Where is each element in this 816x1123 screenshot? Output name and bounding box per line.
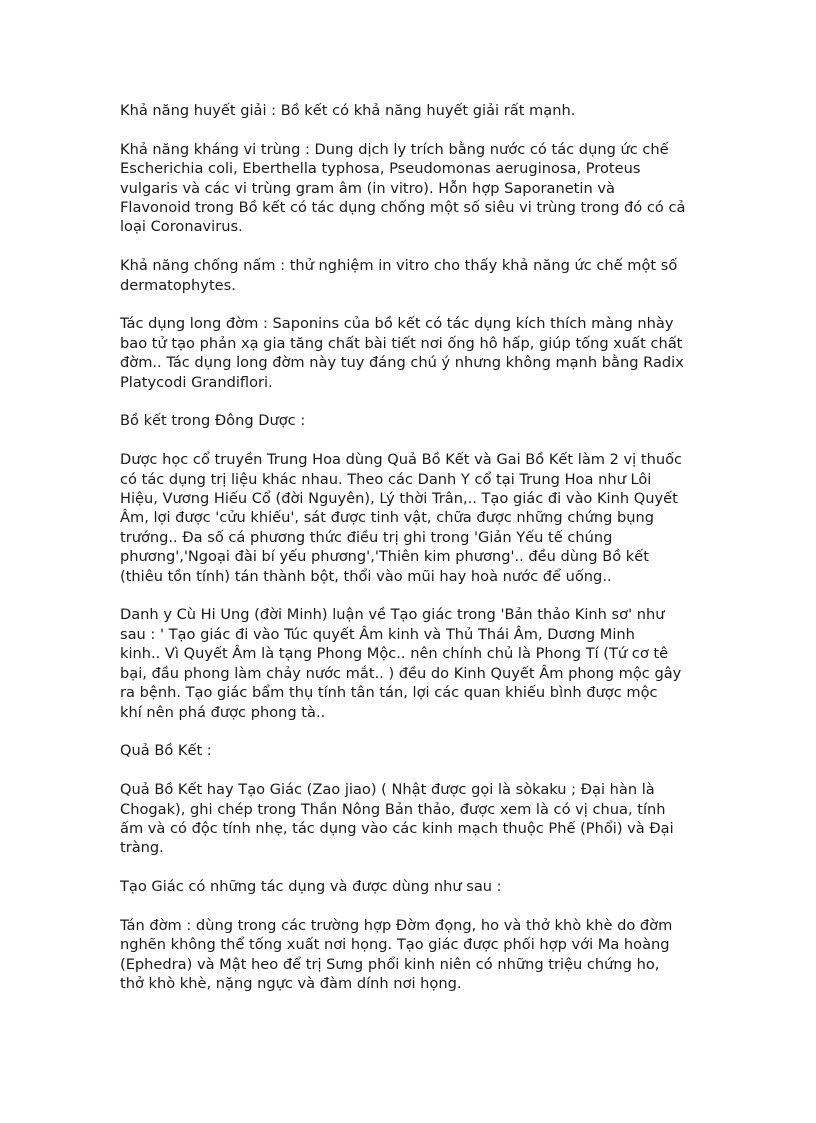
text-line: Tán đờm : dùng trong các trường hợp Đờm đọng, ho và thở khò khè do đờm xyxy=(120,916,673,934)
text-line: Escherichia coli, Eberthella typhosa, Pseudomonas aeruginosa, Proteus xyxy=(120,160,641,178)
text-line: thở khò khè, nặng ngực và đàm dính nơi họng. xyxy=(120,975,462,993)
text-line: bại, đầu phong làm chảy nước mắt.. ) đều do Kinh Quyết Âm phong mộc gây xyxy=(120,664,682,682)
paragraph xyxy=(120,256,710,295)
text-line: Quả Bồ Kết hay Tạo Giác (Zao jiao) ( Nhật được gọi là sòkaku ; Đại hàn là xyxy=(120,781,655,799)
text-line: khí nên phá được phong tà.. xyxy=(120,703,326,721)
text-line: Quả Bồ Kết : xyxy=(120,742,212,760)
text-line: Bồ kết trong Đông Dược : xyxy=(120,412,306,430)
text-line: (thiêu tồn tính) tán thành bột, thổi vào mũi hay hoà nước để uống.. xyxy=(120,567,612,585)
text-line: vulgaris và các vi trùng gram âm (in vitro). Hỗn hợp Saporanetin và xyxy=(120,179,615,197)
text-line: Tác dụng long đờm : Saponins của bồ kết có tác dụng kích thích màng nhày xyxy=(120,315,674,333)
text-line: bao tử tạo phản xạ gia tăng chất bài tiết nơi ống hô hấp, giúp tống xuất chất xyxy=(120,334,683,352)
text-line: Dược học cổ truyền Trung Hoa dùng Quả Bồ Kết và Gai Bồ Kết làm 2 vị thuốc xyxy=(120,451,683,469)
paragraph xyxy=(120,916,710,994)
paragraph xyxy=(120,741,710,760)
text-line: đờm.. Tác dụng long đờm này tuy đáng chú ý nhưng không mạnh bằng Radix xyxy=(120,354,684,372)
paragraph xyxy=(120,314,710,392)
text-line: có tác dụng trị liệu khác nhau. Theo các Danh Y cổ tại Trung Hoa như Lôi xyxy=(120,470,652,488)
paragraph xyxy=(120,605,710,721)
text-line: sau : ' Tạo giác đi vào Túc quyết Âm kinh và Thủ Thái Âm, Dương Minh xyxy=(120,625,635,643)
paragraph xyxy=(120,101,710,120)
text-line: dermatophytes. xyxy=(120,276,236,294)
text-line: trướng.. Đa số cá phương thức điều trị ghi trong 'Giản Yếu tế chúng xyxy=(120,528,613,546)
text-line: Khả năng chống nấm : thử nghiệm in vitro cho thấy khả năng ức chế một số xyxy=(120,257,678,275)
text-line: Flavonoid trong Bồ kết có tác dụng chống một số siêu vi trùng trong đó có cả xyxy=(120,199,686,217)
text-line: Tạo Giác có những tác dụng và được dùng như sau : xyxy=(120,878,502,896)
paragraph xyxy=(120,780,710,858)
document-page xyxy=(120,101,710,1013)
paragraph xyxy=(120,450,710,586)
text-line: (Ephedra) và Mật heo để trị Sưng phổi kinh niên có những triệu chứng ho, xyxy=(120,955,660,973)
text-line: phương','Ngoại đài bí yếu phương','Thiên kim phương'.. đều dùng Bồ kết xyxy=(120,548,649,566)
text-line: Âm, lợi được 'cửu khiếu', sát được tinh vật, chữa được những chứng bụng xyxy=(120,509,655,527)
text-line: Danh y Cù Hi Ung (đời Minh) luận về Tạo giác trong 'Bản thảo Kinh sơ' như xyxy=(120,606,665,624)
text-line: nghẽn không thể tống xuất nơi họng. Tạo giác được phối hợp với Ma hoàng xyxy=(120,936,670,954)
paragraph xyxy=(120,140,710,237)
text-line: Khả năng kháng vi trùng : Dung dịch ly trích bằng nước có tác dụng ức chế xyxy=(120,140,669,158)
text-line: Platycodi Grandiflori. xyxy=(120,373,273,391)
text-line: ra bệnh. Tạo giác bẩm thụ tính tân tán, lợi các quan khiếu bình được mộc xyxy=(120,684,658,702)
text-line: Hiệu, Vương Hiếu Cổ (đời Nguyên), Lý thời Trân,.. Tạo giác đi vào Kinh Quyết xyxy=(120,490,678,508)
text-line: Khả năng huyết giải : Bồ kết có khả năng huyết giải rất mạnh. xyxy=(120,102,576,119)
paragraph xyxy=(120,877,710,896)
text-line: loại Coronavirus. xyxy=(120,218,243,236)
text-line: tràng. xyxy=(120,839,164,857)
text-line: ấm và có độc tính nhẹ, tác dụng vào các kinh mạch thuộc Phế (Phổi) và Đại xyxy=(120,819,674,837)
text-line: Chogak), ghi chép trong Thần Nông Bản thảo, được xem là có vị chua, tính xyxy=(120,800,666,818)
paragraph xyxy=(120,411,710,430)
text-line: kinh.. Vì Quyết Âm là tạng Phong Mộc.. nên chính chủ là Phong Tí (Tứ cơ tê xyxy=(120,645,669,663)
